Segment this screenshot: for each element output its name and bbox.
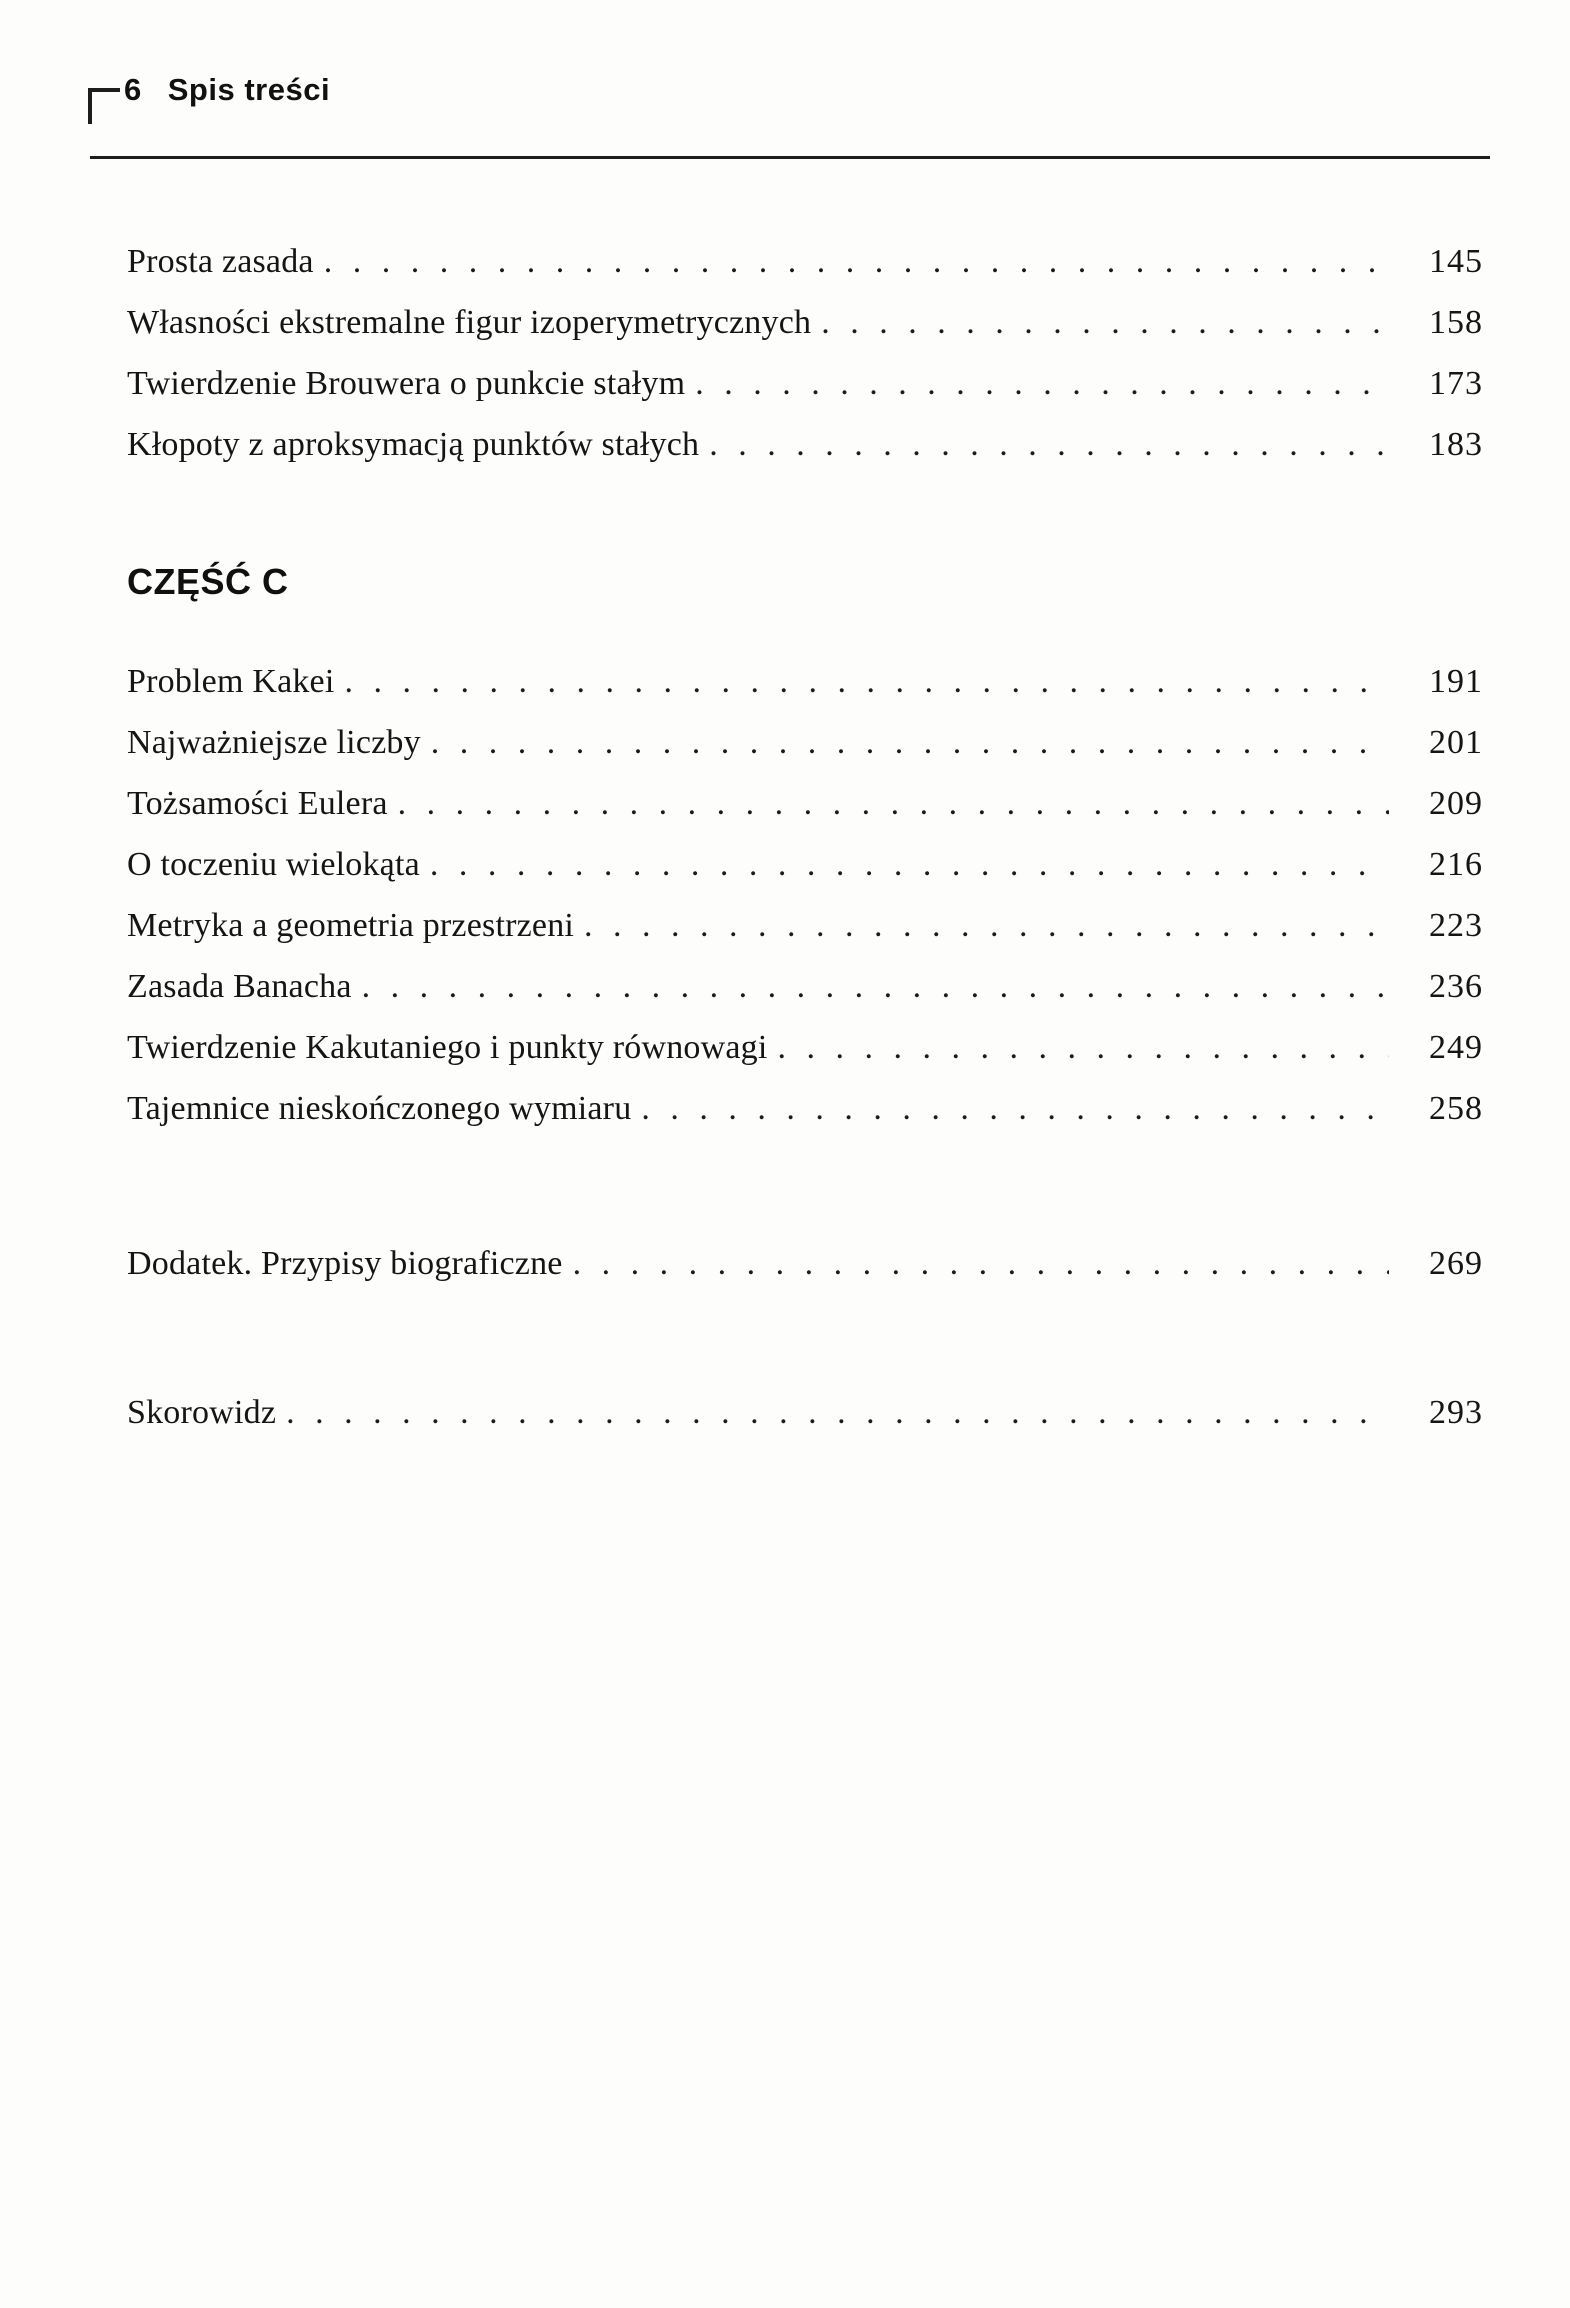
dot-leader — [362, 968, 1389, 1006]
table-of-contents — [127, 243, 1483, 1455]
dot-leader — [709, 426, 1389, 464]
dot-leader — [584, 907, 1389, 945]
dot-leader — [324, 243, 1389, 281]
dot-leader — [641, 1090, 1389, 1128]
section-heading-czesc-c: CZĘŚĆ C — [127, 561, 289, 602]
toc-entry-title: Skorowidz — [127, 1394, 277, 1431]
toc-entry-title: Dodatek. Przypisy biograficzne — [127, 1245, 563, 1282]
toc-entry — [127, 724, 1483, 785]
toc-entry — [127, 243, 1483, 304]
toc-entry-page: 223 — [1429, 907, 1483, 944]
toc-entry — [127, 907, 1483, 968]
toc-entry — [127, 785, 1483, 846]
toc-entry-page: 216 — [1429, 846, 1483, 883]
toc-entry-title: Tożsamości Eulera — [127, 785, 388, 822]
toc-entry — [127, 663, 1483, 724]
toc-entry-page: 145 — [1429, 243, 1483, 280]
dot-leader — [398, 785, 1389, 823]
toc-entry-page: 183 — [1429, 426, 1483, 463]
toc-entry-page: 293 — [1429, 1394, 1483, 1431]
toc-entry-title: Własności ekstremalne figur izoperymetrycznych — [127, 304, 812, 341]
toc-entry-title: O toczeniu wielokąta — [127, 846, 420, 883]
toc-entry — [127, 1090, 1483, 1151]
toc-entry-page: 236 — [1429, 968, 1483, 1005]
dot-leader — [573, 1245, 1389, 1283]
header-rule — [90, 156, 1490, 159]
toc-entry-title: Twierdzenie Kakutaniego i punkty równowagi — [127, 1029, 768, 1066]
toc-entry-page: 269 — [1429, 1245, 1483, 1282]
toc-entry-page: 191 — [1429, 663, 1483, 700]
toc-entry-title: Najważniejsze liczby — [127, 724, 421, 761]
toc-entry-title: Prosta zasada — [127, 243, 314, 280]
toc-entry-title: Tajemnice nieskończonego wymiaru — [127, 1090, 632, 1127]
toc-entry-page: 201 — [1429, 724, 1483, 761]
toc-entry-page: 209 — [1429, 785, 1483, 822]
dot-leader — [345, 663, 1390, 701]
toc-entry-page: 173 — [1429, 365, 1483, 402]
toc-entry — [127, 968, 1483, 1029]
toc-entry-title: Problem Kakei — [127, 663, 335, 700]
toc-entry-index — [127, 1394, 1483, 1455]
toc-entry-title: Kłopoty z aproksymacją punktów stałych — [127, 426, 700, 463]
dot-leader — [430, 846, 1389, 884]
toc-entry — [127, 426, 1483, 487]
toc-entry-page: 249 — [1429, 1029, 1483, 1066]
toc-entry — [127, 1029, 1483, 1090]
toc-entry — [127, 304, 1483, 365]
dot-leader — [821, 304, 1389, 342]
toc-entry-appendix — [127, 1245, 1483, 1306]
page-number: 6 — [124, 72, 142, 107]
toc-entry — [127, 846, 1483, 907]
page-title: Spis treści — [167, 72, 331, 107]
dot-leader — [695, 365, 1389, 403]
running-head — [124, 72, 330, 108]
toc-entry-page: 258 — [1429, 1090, 1483, 1127]
dot-leader — [431, 724, 1389, 762]
header-corner-mark — [88, 88, 120, 124]
toc-entry-page: 158 — [1429, 304, 1483, 341]
toc-entry-title: Zasada Banacha — [127, 968, 352, 1005]
dot-leader — [778, 1029, 1389, 1067]
dot-leader — [286, 1394, 1389, 1432]
toc-entry-title: Metryka a geometria przestrzeni — [127, 907, 575, 944]
toc-entry-title: Twierdzenie Brouwera o punkcie stałym — [127, 365, 686, 402]
toc-entry — [127, 365, 1483, 426]
